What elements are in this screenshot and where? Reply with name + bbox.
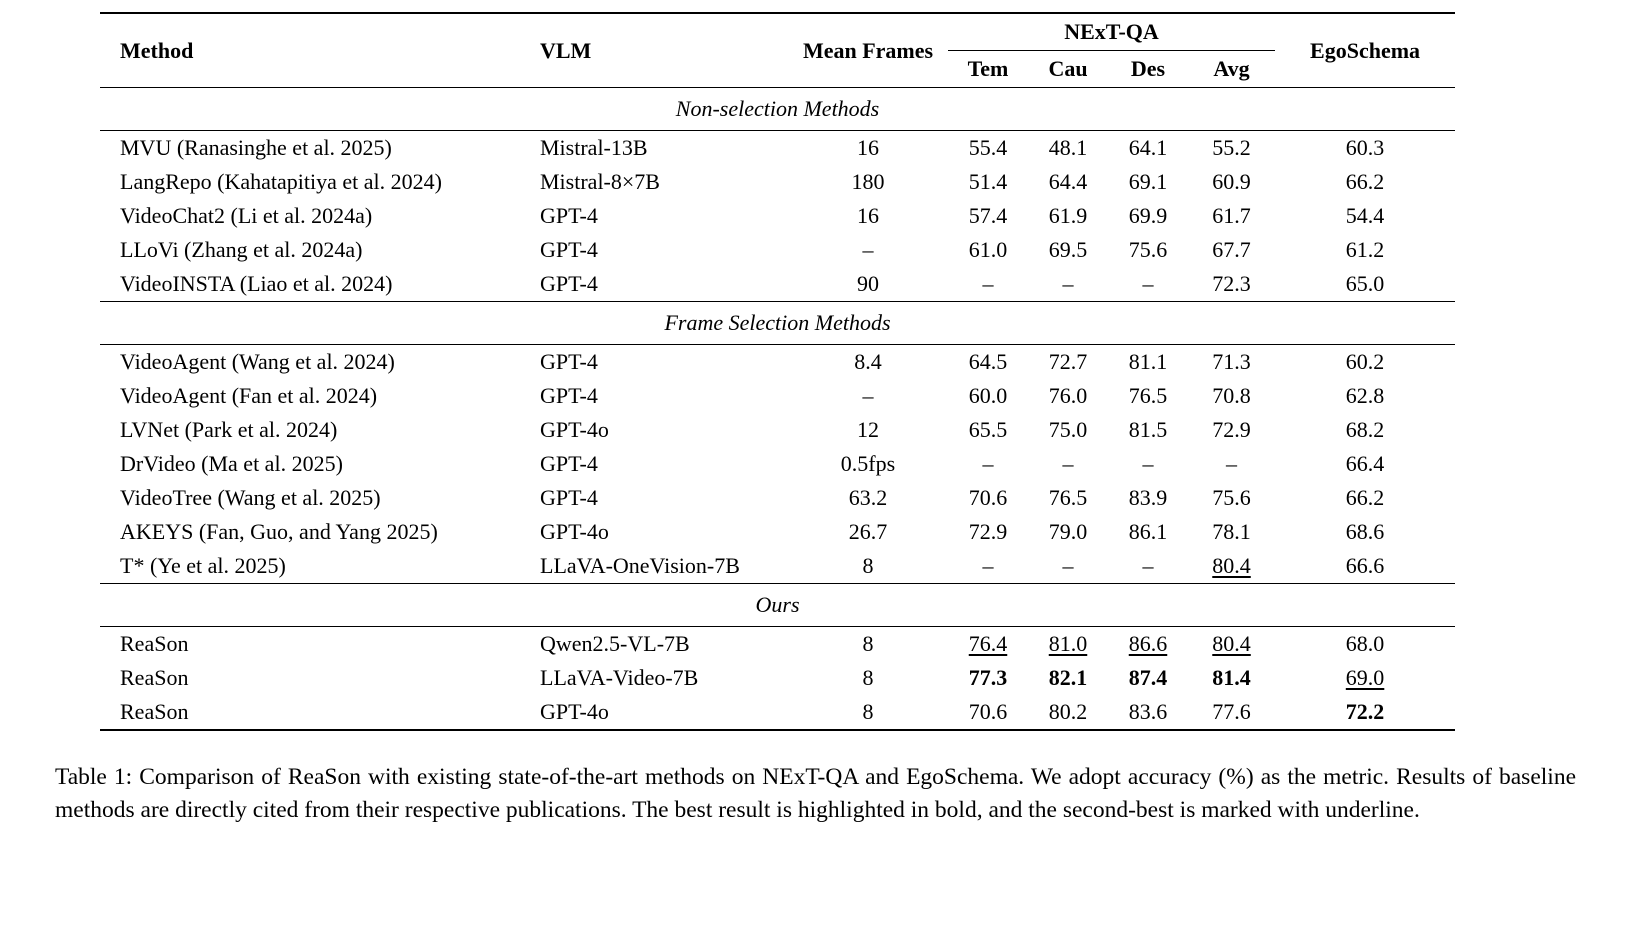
cell-tem: 65.5 [968, 417, 1008, 442]
section-row [100, 584, 1455, 627]
cell-avg: 80.4 [1212, 631, 1251, 656]
table-row [100, 233, 1455, 267]
cell-tem: 57.4 [968, 203, 1008, 228]
col-header-vlm: VLM [540, 37, 592, 63]
cell-tem: 51.4 [968, 169, 1008, 194]
cell-vlm: GPT-4 [540, 349, 598, 374]
cell-tem: 55.4 [968, 135, 1008, 160]
header-row-top [100, 13, 1455, 51]
cell-mean_frames: 8.4 [854, 349, 882, 374]
results-table [100, 12, 1455, 731]
cell-egoschema: 54.4 [1345, 203, 1385, 228]
table-body [100, 88, 1455, 731]
cell-des: 75.6 [1128, 237, 1168, 262]
cell-des: 69.9 [1128, 203, 1168, 228]
cell-avg: 61.7 [1212, 203, 1251, 228]
cell-avg: 77.6 [1212, 699, 1251, 724]
cell-avg: – [1226, 451, 1238, 476]
cell-egoschema: 69.0 [1345, 665, 1385, 690]
cell-vlm: GPT-4 [540, 271, 598, 296]
table-row [100, 131, 1455, 166]
cell-avg: 70.8 [1212, 383, 1251, 408]
section-title: Frame Selection Methods [100, 302, 1455, 345]
table-row [100, 515, 1455, 549]
cell-avg: 80.4 [1212, 553, 1251, 578]
table-row [100, 695, 1455, 730]
cell-avg: 75.6 [1212, 485, 1251, 510]
cell-method: ReaSon [120, 665, 189, 690]
cell-method: VideoAgent (Wang et al. 2024) [120, 349, 395, 374]
cell-des: 86.1 [1128, 519, 1168, 544]
cell-egoschema: 60.3 [1345, 135, 1385, 160]
cell-cau: 76.0 [1048, 383, 1088, 408]
cell-mean_frames: 8 [862, 699, 874, 724]
cell-cau: 76.5 [1048, 485, 1088, 510]
cell-method: LangRepo (Kahatapitiya et al. 2024) [120, 169, 442, 194]
cell-tem: 70.6 [968, 699, 1008, 724]
cell-egoschema: 60.2 [1345, 349, 1385, 374]
cell-mean_frames: – [862, 237, 874, 262]
cell-cau: 64.4 [1048, 169, 1088, 194]
col-group-nextqa: NExT-QA [948, 13, 1275, 51]
cell-egoschema: 68.0 [1345, 631, 1385, 656]
cell-vlm: GPT-4 [540, 237, 598, 262]
col-header-method: Method [120, 37, 194, 63]
cell-des: 64.1 [1128, 135, 1168, 160]
cell-mean_frames: 90 [857, 271, 879, 296]
section-title: Non-selection Methods [100, 88, 1455, 131]
cell-des: 83.9 [1128, 485, 1168, 510]
cell-des: 83.6 [1128, 699, 1168, 724]
cell-vlm: GPT-4o [540, 417, 609, 442]
section-row [100, 88, 1455, 131]
cell-egoschema: 68.6 [1345, 519, 1385, 544]
cell-method: VideoAgent (Fan et al. 2024) [120, 383, 378, 408]
cell-cau: 79.0 [1048, 519, 1088, 544]
cell-mean_frames: 12 [857, 417, 879, 442]
cell-method: VideoTree (Wang et al. 2025) [120, 485, 381, 510]
cell-cau: 81.0 [1048, 631, 1088, 656]
cell-tem: – [982, 271, 994, 296]
cell-tem: 60.0 [968, 383, 1008, 408]
cell-tem: 70.6 [968, 485, 1008, 510]
table-row [100, 379, 1455, 413]
cell-mean_frames: – [862, 383, 874, 408]
col-header-des: Des [1130, 56, 1166, 81]
col-header-tem: Tem [967, 56, 1009, 81]
cell-cau: 61.9 [1048, 203, 1088, 228]
cell-des: 81.5 [1128, 417, 1168, 442]
cell-vlm: Qwen2.5-VL-7B [540, 631, 690, 656]
cell-cau: 48.1 [1048, 135, 1088, 160]
cell-avg: 72.9 [1212, 417, 1251, 442]
cell-des: 86.6 [1128, 631, 1168, 656]
cell-mean_frames: 16 [857, 135, 879, 160]
cell-cau: 69.5 [1048, 237, 1088, 262]
cell-vlm: GPT-4o [540, 519, 609, 544]
cell-cau: 82.1 [1048, 665, 1088, 690]
cell-des: 81.1 [1128, 349, 1168, 374]
cell-method: DrVideo (Ma et al. 2025) [120, 451, 343, 476]
cell-tem: 61.0 [968, 237, 1008, 262]
col-header-mean-frames: Mean Frames [802, 37, 934, 63]
cell-vlm: GPT-4 [540, 383, 598, 408]
cell-avg: 78.1 [1212, 519, 1251, 544]
cell-mean_frames: 8 [862, 665, 874, 690]
cell-vlm: Mistral-8×7B [540, 169, 660, 194]
cell-avg: 72.3 [1212, 271, 1251, 296]
cell-vlm: LLaVA-Video-7B [540, 665, 699, 690]
section-row [100, 302, 1455, 345]
col-header-avg: Avg [1213, 56, 1250, 81]
table-row [100, 413, 1455, 447]
cell-mean_frames: 16 [857, 203, 879, 228]
cell-cau: – [1062, 451, 1074, 476]
cell-egoschema: 72.2 [1345, 699, 1385, 724]
table-row [100, 345, 1455, 380]
section-title: Ours [100, 584, 1455, 627]
cell-vlm: GPT-4o [540, 699, 609, 724]
cell-des: – [1142, 271, 1154, 296]
table-row [100, 165, 1455, 199]
cell-cau: 75.0 [1048, 417, 1088, 442]
cell-tem: – [982, 553, 994, 578]
cell-egoschema: 65.0 [1345, 271, 1385, 296]
table-row [100, 199, 1455, 233]
cell-avg: 81.4 [1212, 665, 1251, 690]
table-header [100, 13, 1455, 88]
cell-vlm: GPT-4 [540, 451, 598, 476]
cell-egoschema: 66.4 [1345, 451, 1385, 476]
table-row [100, 481, 1455, 515]
cell-tem: 77.3 [968, 665, 1008, 690]
cell-vlm: GPT-4 [540, 485, 598, 510]
table-caption: Table 1: Comparison of ReaSon with existing state-of-the-art methods on NExT-QA and EgoSchema. We adopt accuracy (%) as the metric. Results of baseline methods are directly cited from their respective publications. The best result is highlighted in bold, and the second-best is marked with underline. [55, 764, 1576, 823]
cell-egoschema: 66.2 [1345, 169, 1385, 194]
table-row [100, 549, 1455, 584]
cell-mean_frames: 26.7 [848, 519, 888, 544]
cell-egoschema: 62.8 [1345, 383, 1385, 408]
table-row [100, 627, 1455, 662]
cell-avg: 67.7 [1212, 237, 1251, 262]
cell-tem: 64.5 [968, 349, 1008, 374]
cell-vlm: GPT-4 [540, 203, 598, 228]
cell-method: T* (Ye et al. 2025) [120, 553, 286, 578]
cell-egoschema: 66.2 [1345, 485, 1385, 510]
cell-method: ReaSon [120, 699, 189, 724]
table-row [100, 267, 1455, 302]
cell-avg: 71.3 [1212, 349, 1251, 374]
cell-tem: – [982, 451, 994, 476]
cell-des: – [1142, 553, 1154, 578]
cell-method: MVU (Ranasinghe et al. 2025) [120, 135, 392, 160]
cell-vlm: Mistral-13B [540, 135, 648, 160]
col-header-cau: Cau [1048, 56, 1088, 81]
cell-avg: 55.2 [1212, 135, 1251, 160]
cell-mean_frames: 8 [862, 553, 874, 578]
col-header-egoschema: EgoSchema [1310, 37, 1421, 63]
cell-cau: – [1062, 271, 1074, 296]
cell-tem: 76.4 [968, 631, 1008, 656]
table-row [100, 661, 1455, 695]
cell-method: VideoINSTA (Liao et al. 2024) [120, 271, 393, 296]
cell-vlm: LLaVA-OneVision-7B [540, 553, 740, 578]
table-row [100, 447, 1455, 481]
cell-cau: 72.7 [1048, 349, 1088, 374]
cell-method: ReaSon [120, 631, 189, 656]
cell-mean_frames: 8 [862, 631, 874, 656]
cell-des: 76.5 [1128, 383, 1168, 408]
cell-mean_frames: 0.5fps [840, 451, 896, 476]
cell-method: LLoVi (Zhang et al. 2024a) [120, 237, 363, 262]
cell-method: VideoChat2 (Li et al. 2024a) [120, 203, 373, 228]
cell-tem: 72.9 [968, 519, 1008, 544]
cell-egoschema: 68.2 [1345, 417, 1385, 442]
cell-avg: 60.9 [1212, 169, 1251, 194]
cell-method: AKEYS (Fan, Guo, and Yang 2025) [120, 519, 438, 544]
cell-des: 69.1 [1128, 169, 1168, 194]
cell-des: – [1142, 451, 1154, 476]
cell-des: 87.4 [1128, 665, 1168, 690]
cell-egoschema: 61.2 [1345, 237, 1385, 262]
cell-mean_frames: 63.2 [848, 485, 888, 510]
cell-mean_frames: 180 [851, 169, 885, 194]
cell-cau: 80.2 [1048, 699, 1088, 724]
cell-cau: – [1062, 553, 1074, 578]
cell-method: LVNet (Park et al. 2024) [120, 417, 338, 442]
cell-egoschema: 66.6 [1345, 553, 1385, 578]
